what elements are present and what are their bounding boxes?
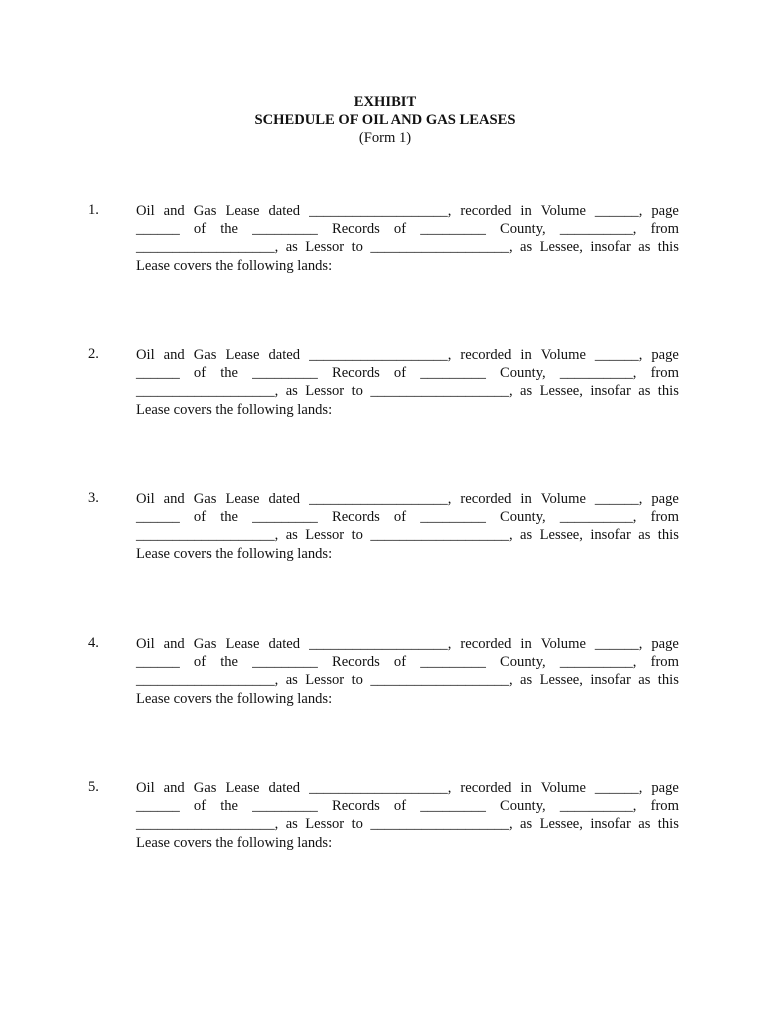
lease-word: ______ bbox=[136, 798, 180, 815]
lease-word: County, bbox=[500, 654, 546, 671]
lease-word: page bbox=[651, 636, 679, 652]
lease-word: and bbox=[163, 780, 185, 796]
lease-word: __________, bbox=[559, 365, 637, 382]
lease-word: Gas bbox=[193, 636, 217, 652]
lease-word: ______ bbox=[136, 654, 180, 671]
lease-word: _________ bbox=[252, 365, 318, 382]
lease-word: ___________________, bbox=[136, 527, 279, 544]
lease-word: in bbox=[520, 780, 532, 796]
lease-word: page bbox=[651, 491, 679, 507]
lease-line bbox=[136, 202, 679, 220]
lease-item bbox=[88, 202, 680, 275]
lease-item-text bbox=[136, 490, 679, 563]
lease-line bbox=[136, 635, 679, 653]
lease-word: of bbox=[393, 365, 407, 382]
lease-word: page bbox=[651, 780, 679, 796]
lease-word: recorded bbox=[460, 491, 512, 507]
lease-word: of bbox=[193, 509, 207, 526]
lease-word: Lessee, bbox=[539, 672, 583, 689]
lease-word: _________ bbox=[420, 654, 486, 671]
lease-item-text bbox=[136, 635, 679, 708]
lease-word: Lessee, bbox=[539, 527, 583, 544]
lease-line bbox=[136, 671, 679, 689]
lease-word: ___________________, bbox=[309, 636, 452, 652]
lease-item bbox=[88, 346, 680, 419]
lease-word: ______ bbox=[136, 221, 180, 238]
lease-word: ______, bbox=[594, 347, 643, 363]
lease-word: this bbox=[657, 527, 679, 544]
lease-word: to bbox=[351, 672, 363, 689]
lease-word: from bbox=[650, 798, 679, 815]
lease-word: __________, bbox=[559, 221, 637, 238]
lease-word: of bbox=[193, 654, 207, 671]
schedule-title: SCHEDULE OF OIL AND GAS LEASES bbox=[254, 112, 516, 128]
lease-word: of bbox=[193, 221, 207, 238]
lease-word: as bbox=[638, 816, 651, 833]
exhibit-title: EXHIBIT bbox=[353, 94, 417, 110]
lease-line bbox=[136, 797, 679, 815]
lease-word: Gas bbox=[193, 347, 217, 363]
lease-word: in bbox=[520, 636, 532, 652]
lease-word: ___________________, bbox=[136, 672, 279, 689]
lease-word: Records bbox=[331, 365, 380, 382]
lease-word: Lessor bbox=[305, 527, 345, 544]
lease-line-last: Lease covers the following lands: bbox=[136, 401, 333, 418]
lease-item bbox=[88, 490, 680, 563]
lease-word: to bbox=[351, 239, 363, 256]
lease-word: Lessor bbox=[305, 383, 345, 400]
lease-word: ___________________, bbox=[370, 383, 513, 400]
lease-word: of bbox=[393, 509, 407, 526]
lease-word: insofar bbox=[590, 816, 631, 833]
lease-word: Volume bbox=[540, 203, 586, 219]
lease-word: __________, bbox=[559, 509, 637, 526]
lease-line bbox=[136, 382, 679, 400]
lease-word: as bbox=[285, 383, 298, 400]
lease-word: Lease bbox=[225, 491, 260, 507]
lease-word: _________ bbox=[252, 798, 318, 815]
lease-line bbox=[136, 779, 679, 797]
lease-word: Lessor bbox=[305, 239, 345, 256]
lease-word: ______ bbox=[136, 365, 180, 382]
lease-item-text bbox=[136, 202, 679, 275]
lease-word: the bbox=[220, 509, 239, 526]
lease-word: Oil bbox=[136, 203, 155, 219]
lease-word: _________ bbox=[420, 798, 486, 815]
lease-word: from bbox=[650, 221, 679, 238]
lease-word: recorded bbox=[460, 636, 512, 652]
lease-word: and bbox=[163, 636, 185, 652]
document-header bbox=[0, 93, 770, 147]
lease-word: ___________________, bbox=[309, 780, 452, 796]
lease-item-number: 3. bbox=[88, 490, 99, 506]
lease-word: in bbox=[520, 491, 532, 507]
lease-word: ___________________, bbox=[136, 816, 279, 833]
lease-line bbox=[136, 815, 679, 833]
lease-word: _________ bbox=[420, 365, 486, 382]
lease-word: as bbox=[285, 239, 298, 256]
lease-line-last: Lease covers the following lands: bbox=[136, 690, 333, 707]
lease-word: County, bbox=[500, 365, 546, 382]
lease-item-text bbox=[136, 346, 679, 419]
lease-word: as bbox=[520, 527, 533, 544]
lease-word: of bbox=[393, 654, 407, 671]
lease-word: Lease bbox=[225, 203, 260, 219]
lease-word: as bbox=[520, 383, 533, 400]
lease-word: to bbox=[351, 816, 363, 833]
lease-word: as bbox=[285, 672, 298, 689]
lease-word: dated bbox=[268, 347, 301, 363]
lease-word: __________, bbox=[559, 654, 637, 671]
lease-word: _________ bbox=[252, 221, 318, 238]
lease-item bbox=[88, 635, 680, 708]
lease-word: Oil bbox=[136, 491, 155, 507]
lease-word: Oil bbox=[136, 347, 155, 363]
lease-word: as bbox=[520, 239, 533, 256]
lease-word: Volume bbox=[540, 491, 586, 507]
lease-word: Lessee, bbox=[539, 383, 583, 400]
lease-word: as bbox=[285, 527, 298, 544]
lease-word: Lessor bbox=[305, 672, 345, 689]
lease-word: Records bbox=[331, 221, 380, 238]
lease-line bbox=[136, 346, 679, 364]
lease-word: ______, bbox=[594, 636, 643, 652]
lease-word: ___________________, bbox=[370, 816, 513, 833]
lease-word: page bbox=[651, 347, 679, 363]
lease-line-last: Lease covers the following lands: bbox=[136, 834, 333, 851]
lease-item bbox=[88, 779, 680, 852]
lease-word: insofar bbox=[590, 527, 631, 544]
lease-word: as bbox=[638, 239, 651, 256]
lease-item-text bbox=[136, 779, 679, 852]
lease-word: to bbox=[351, 383, 363, 400]
lease-word: as bbox=[638, 383, 651, 400]
lease-word: Lessee, bbox=[539, 816, 583, 833]
lease-word: Volume bbox=[540, 780, 586, 796]
lease-word: Gas bbox=[193, 203, 217, 219]
lease-word: dated bbox=[268, 780, 301, 796]
lease-word: Lease bbox=[225, 347, 260, 363]
lease-word: and bbox=[163, 347, 185, 363]
lease-word: ___________________, bbox=[370, 239, 513, 256]
lease-word: Gas bbox=[193, 491, 217, 507]
lease-word: of bbox=[193, 365, 207, 382]
form-label: (Form 1) bbox=[358, 130, 412, 146]
lease-word: of bbox=[393, 221, 407, 238]
lease-word: Records bbox=[331, 654, 380, 671]
lease-word: this bbox=[657, 383, 679, 400]
lease-item-number: 1. bbox=[88, 202, 99, 218]
lease-word: as bbox=[638, 672, 651, 689]
lease-word: the bbox=[220, 654, 239, 671]
lease-word: ______, bbox=[594, 203, 643, 219]
lease-word: ___________________, bbox=[309, 491, 452, 507]
lease-word: in bbox=[520, 347, 532, 363]
lease-word: as bbox=[520, 672, 533, 689]
lease-word: __________, bbox=[559, 798, 637, 815]
lease-line-last: Lease covers the following lands: bbox=[136, 257, 333, 274]
lease-word: as bbox=[638, 527, 651, 544]
lease-word: ______, bbox=[594, 780, 643, 796]
lease-word: Gas bbox=[193, 780, 217, 796]
lease-word: this bbox=[657, 672, 679, 689]
lease-word: the bbox=[220, 365, 239, 382]
lease-line bbox=[136, 364, 679, 382]
lease-word: _________ bbox=[420, 509, 486, 526]
lease-word: in bbox=[520, 203, 532, 219]
lease-word: of bbox=[193, 798, 207, 815]
lease-word: recorded bbox=[460, 203, 512, 219]
lease-word: Volume bbox=[540, 636, 586, 652]
lease-word: _________ bbox=[420, 221, 486, 238]
lease-word: ___________________, bbox=[309, 347, 452, 363]
lease-line bbox=[136, 526, 679, 544]
lease-line bbox=[136, 220, 679, 238]
lease-word: as bbox=[520, 816, 533, 833]
lease-word: insofar bbox=[590, 383, 631, 400]
lease-word: Lease bbox=[225, 780, 260, 796]
lease-word: ______, bbox=[594, 491, 643, 507]
lease-word: Oil bbox=[136, 780, 155, 796]
lease-word: and bbox=[163, 203, 185, 219]
lease-word: from bbox=[650, 509, 679, 526]
lease-word: _________ bbox=[252, 509, 318, 526]
lease-word: from bbox=[650, 365, 679, 382]
lease-word: dated bbox=[268, 491, 301, 507]
lease-word: Volume bbox=[540, 347, 586, 363]
lease-word: Oil bbox=[136, 636, 155, 652]
lease-word: Records bbox=[331, 798, 380, 815]
lease-word: insofar bbox=[590, 239, 631, 256]
lease-line bbox=[136, 653, 679, 671]
lease-word: County, bbox=[500, 798, 546, 815]
lease-word: insofar bbox=[590, 672, 631, 689]
lease-word: Lessee, bbox=[539, 239, 583, 256]
lease-word: _________ bbox=[252, 654, 318, 671]
lease-word: as bbox=[285, 816, 298, 833]
lease-word: this bbox=[657, 239, 679, 256]
lease-item-number: 5. bbox=[88, 779, 99, 795]
lease-word: ___________________, bbox=[136, 239, 279, 256]
lease-word: this bbox=[657, 816, 679, 833]
lease-word: Lease bbox=[225, 636, 260, 652]
lease-word: ___________________, bbox=[309, 203, 452, 219]
lease-line bbox=[136, 238, 679, 256]
lease-word: dated bbox=[268, 203, 301, 219]
lease-line bbox=[136, 490, 679, 508]
lease-line-last: Lease covers the following lands: bbox=[136, 545, 333, 562]
lease-word: Lessor bbox=[305, 816, 345, 833]
lease-word: ______ bbox=[136, 509, 180, 526]
lease-word: County, bbox=[500, 221, 546, 238]
lease-word: the bbox=[220, 221, 239, 238]
lease-word: and bbox=[163, 491, 185, 507]
lease-word: County, bbox=[500, 509, 546, 526]
lease-word: recorded bbox=[460, 347, 512, 363]
lease-line bbox=[136, 508, 679, 526]
lease-word: ___________________, bbox=[136, 383, 279, 400]
lease-word: ___________________, bbox=[370, 527, 513, 544]
lease-word: page bbox=[651, 203, 679, 219]
lease-word: dated bbox=[268, 636, 301, 652]
lease-word: the bbox=[220, 798, 239, 815]
lease-word: recorded bbox=[460, 780, 512, 796]
lease-word: Records bbox=[331, 509, 380, 526]
lease-word: from bbox=[650, 654, 679, 671]
lease-word: to bbox=[351, 527, 363, 544]
lease-word: ___________________, bbox=[370, 672, 513, 689]
lease-word: of bbox=[393, 798, 407, 815]
lease-item-number: 4. bbox=[88, 635, 99, 651]
lease-item-number: 2. bbox=[88, 346, 99, 362]
